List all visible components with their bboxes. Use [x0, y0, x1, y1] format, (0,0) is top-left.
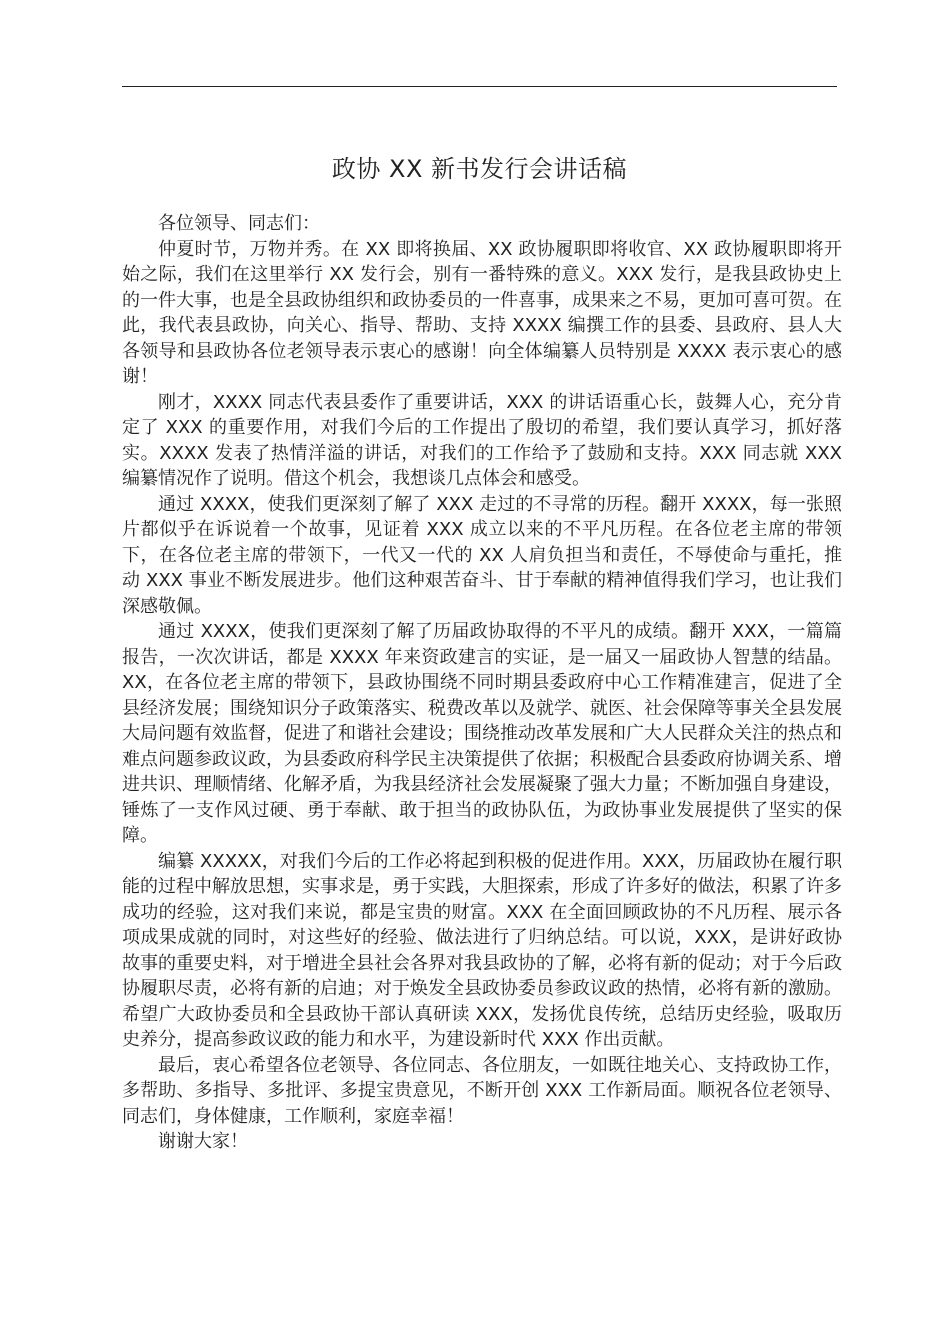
closing-paragraph: 最后，衷心希望各位老领导、各位同志、各位朋友，一如既往地关心、支持政协工作，多帮助、多指导、多批评、多提宝贵意见，不断开创 XXX 工作新局面。顺祝各位老领导、同志们，身体健康，工作顺利，家庭幸福！: [122, 1054, 842, 1127]
salutation-paragraph: 各位领导、同志们：: [158, 213, 320, 234]
body-paragraph: 仲夏时节，万物并秀。在 XX 即将换届、XX 政协履职即将收官、XX 政协履职即将开始之际，我们在这里举行 XX 发行会，别有一番特殊的意义。XXX 发行，是我县政协史上的一件大事，也是全县政协组织和政协委员的一件喜事，成果来之不易，更加可喜可贺。在此，我代表县政协，向关心、指导、帮助、支持 XXXX 编撰工作的县委、县政府、县人大各领导和县政协各位老领导表示衷心的感谢！向全体编纂人员特别是 XXXX 表示衷心的感谢！: [122, 238, 842, 387]
body-paragraph: 刚才，XXXX 同志代表县委作了重要讲话，XXX 的讲话语重心长，鼓舞人心，充分肯定了 XXX 的重要作用，对我们今后的工作提出了殷切的希望，我们要认真学习，抓好落实。XXXX 发表了热情洋溢的讲话，对我们的工作给予了鼓励和支持。XXX 同志就 XXX 编纂情况作了说明。借这个机会，我想谈几点体会和感受。: [122, 391, 842, 489]
header-rule: [122, 86, 837, 87]
document-title: 政协 XX 新书发行会讲话稿: [331, 155, 628, 183]
body-paragraph: 通过 XXXX，使我们更深刻了解了历届政协取得的不平凡的成绩。翻开 XXX，一篇篇报告，一次次讲话，都是 XXXX 年来资政建言的实证，是一届又一届政协人智慧的结晶。XX，在各位老主席的带领下，县政协围绕不同时期县委政府中心工作精准建言，促进了全县经济发展；围绕知识分子政策落实、税费改革以及就学、就医、社会保障等事关全县发展大局问题有效监督，促进了和谐社会建设；围绕推动改革发展和广大人民群众关注的热点和难点问题参政议政，为县委政府科学民主决策提供了依据；积极配合县委政府协调关系、增进共识、理顺情绪、化解矛盾，为我县经济社会发展凝聚了强大力量；不断加强自身建设，锤炼了一支作风过硬、勇于奉献、敢于担当的政协队伍，为政协事业发展提供了坚实的保障。: [122, 621, 842, 846]
body-paragraph: 编纂 XXXXX，对我们今后的工作必将起到积极的促进作用。XXX，历届政协在履行职能的过程中解放思想，实事求是，勇于实践，大胆探索，形成了许多好的做法，积累了许多成功的经验，这对我们来说，都是宝贵的财富。XXX 在全面回顾政协的不凡历程、展示各项成果成就的同时，对这些好的经验、做法进行了归纳总结。可以说，XXX，是讲好政协故事的重要史料，对于增进全县社会各界对我县政协的了解，必将有新的促动；对于今后政协履职尽责，必将有新的启迪；对于焕发全县政协委员参政议政的热情，必将有新的激励。希望广大政协委员和全县政协干部认真研读 XXX，发扬优良传统，总结历史经验，吸取历史养分，提高参政议政的能力和水平，为建设新时代 XXX 作出贡献。: [122, 850, 842, 1050]
thanks-paragraph: 谢谢大家！: [158, 1131, 248, 1152]
body-paragraph: 通过 XXXX，使我们更深刻了解了 XXX 走过的不寻常的历程。翻开 XXXX，每一张照片都似乎在诉说着一个故事，见证着 XXX 成立以来的不平凡历程。在各位老主席的带领下，在各位老主席的带领下，一代又一代的 XX 人肩负担当和责任，不辱使命与重托，推动 XXX 事业不断发展进步。他们这种艰苦奋斗、甘于奉献的精神值得我们学习，也让我们深感敬佩。: [122, 493, 842, 617]
document-body: [122, 211, 842, 1155]
